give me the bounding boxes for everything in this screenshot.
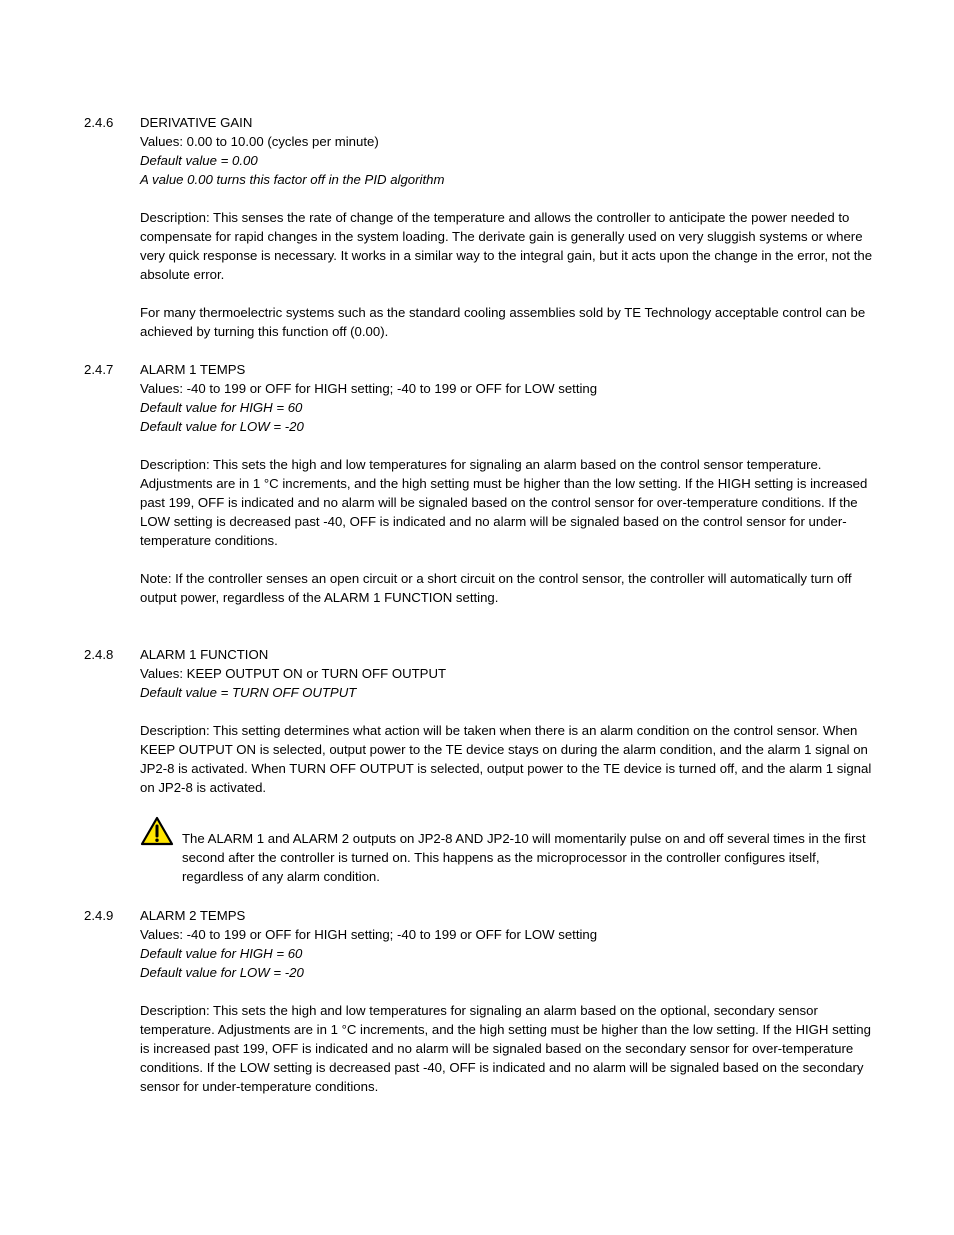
section-title: ALARM 1 TEMPS xyxy=(140,362,246,377)
description-paragraph: Description: This sets the high and low temperatures for signaling an alarm based on the control sensor temperature. Adjustments are in 1 °C increments, and the high setting must be higher than the low setting. If the HIGH setting is increased past 199, OFF is indicated and no alarm will be signaled based on the control sensor for over-temperature conditions. If the LOW setting is decreased past -40, OFF is indicated and no alarm will be signaled based on the control sensor for under-temperature conditions. xyxy=(140,457,868,548)
values-line: Values: -40 to 199 or OFF for HIGH setting; -40 to 199 or OFF for LOW setting xyxy=(140,927,598,942)
section-title: DERIVATIVE GAIN xyxy=(140,115,253,130)
default-high-line: Default value for HIGH = 60 xyxy=(140,400,303,415)
default-value-line: Default value = TURN OFF OUTPUT xyxy=(140,685,357,700)
values-line: Values: -40 to 199 or OFF for HIGH setting; -40 to 199 or OFF for LOW setting xyxy=(140,381,598,396)
section-body xyxy=(140,360,874,607)
default-value-line: Default value = 0.00 xyxy=(140,153,258,168)
description-paragraph: Description: This senses the rate of change of the temperature and allows the controller to anticipate the power needed to compensate for rapid changes in the system loading. The derivate gain is generally used on very sluggish systems or where very quick response is necessary. It works in a similar way to the integral gain, but it acts upon the change in the error, not the absolute error. xyxy=(140,210,873,282)
section-number: 2.4.6 xyxy=(84,115,114,130)
description-paragraph: Description: This setting determines what action will be taken when there is an alarm condition on the control sensor. When KEEP OUTPUT ON is selected, output power to the TE device stays on during the alarm condition, and the alarm 1 signal on JP2-8 is activated. When TURN OFF OUTPUT is selected, output power to the TE device is turned off, and the alarm 1 signal on JP2-8 is activated. xyxy=(140,723,872,795)
section-number: 2.4.8 xyxy=(84,647,114,662)
section-body xyxy=(140,645,874,797)
section-number: 2.4.9 xyxy=(84,908,114,923)
default-low-line: Default value for LOW = -20 xyxy=(140,419,304,434)
default-low-line: Default value for LOW = -20 xyxy=(140,965,304,980)
warning-triangle-icon xyxy=(140,816,174,846)
section-body xyxy=(140,113,874,341)
section-body xyxy=(140,906,874,1096)
default-note-line: A value 0.00 turns this factor off in the PID algorithm xyxy=(140,172,445,187)
warning-text: The ALARM 1 and ALARM 2 outputs on JP2-8 AND JP2-10 will momentarily pulse on and off several times in the first second after the controller is turned on. This happens as the microprocessor in the controller configures itself, regardless of any alarm condition. xyxy=(182,831,866,884)
description-paragraph: Description: This sets the high and low temperatures for signaling an alarm based on the optional, secondary sensor temperature. Adjustments are in 1 °C increments, and the high setting must be higher than the low setting. If the HIGH setting is increased past 199, OFF is indicated and no alarm will be signaled based on the secondary sensor for over-temperature conditions. If the LOW setting is decreased past -40, OFF is indicated and no alarm will be signaled based on the secondary sensor for under-temperature conditions. xyxy=(140,1003,871,1094)
section-number: 2.4.7 xyxy=(84,362,114,377)
note-paragraph: For many thermoelectric systems such as the standard cooling assemblies sold by TE Technology acceptable control can be achieved by turning this function off (0.00). xyxy=(140,305,866,339)
values-line: Values: KEEP OUTPUT ON or TURN OFF OUTPUT xyxy=(140,666,447,681)
default-high-line: Default value for HIGH = 60 xyxy=(140,946,303,961)
section-title: ALARM 2 TEMPS xyxy=(140,908,246,923)
note-paragraph: Note: If the controller senses an open circuit or a short circuit on the control sensor, the controller will automatically turn off output power, regardless of the ALARM 1 FUNCTION setting. xyxy=(140,571,852,605)
section-title: ALARM 1 FUNCTION xyxy=(140,647,269,662)
values-line: Values: 0.00 to 10.00 (cycles per minute) xyxy=(140,134,379,149)
